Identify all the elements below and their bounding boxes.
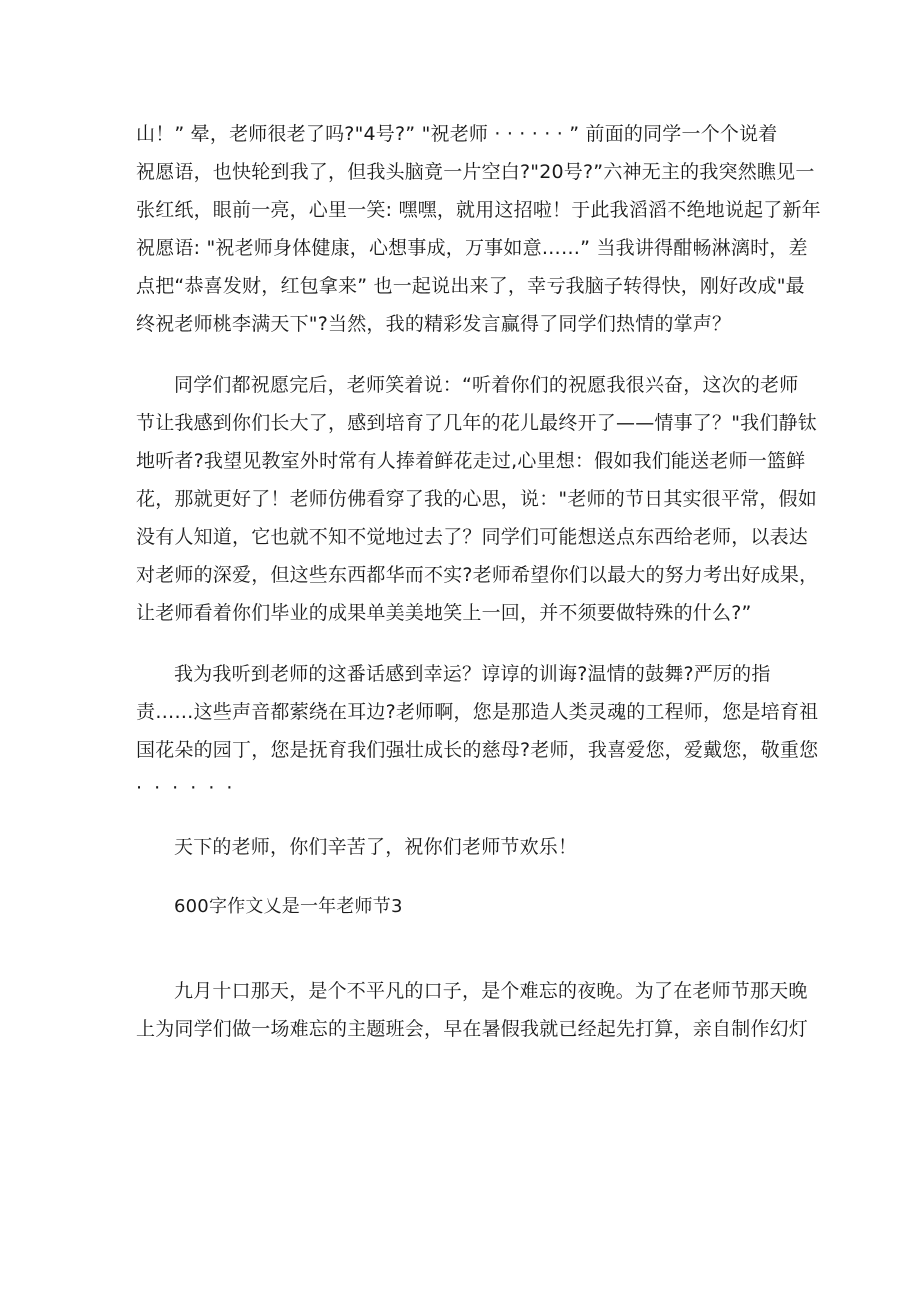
paragraph-line: 点把“恭喜发财，红包拿来” 也一起说出来了，幸亏我脑子转得快，刚好改成"最 [136,275,805,297]
paragraph-line: 节让我感到你们长大了，感到培育了几年的花儿最终开了——情事了？"我们静钛 [136,412,817,434]
paragraph-line: 同学们都祝愿完后，老师笑着说：“听着你们的祝愿我很兴奋，这次的老师 [174,374,799,396]
paragraph-line: 让老师看着你们毕业的成果单美美地笑上一回，并不须要做特殊的什么?” [136,602,752,624]
paragraph-line: 张红纸，眼前一亮，心里一笑: 嘿嘿，就用这招啦！于此我滔滔不绝地说起了新年 [136,199,821,221]
paragraph-line: 山！” 晕，老师很老了吗?"4号?” "祝老师 · · · · · · ” 前面的同学一个个说着 [136,123,778,145]
paragraph-3 [136,655,819,807]
paragraph-line: 地听者?我望见教室外时常有人捧着鲜花走过,心里想：假如我们能送老师一篮鲜 [136,450,806,472]
ellipsis-line: · · · · · · [136,777,236,799]
section-heading [136,888,791,926]
paragraph-line: 九月十口那天，是个不平凡的口子，是个难忘的夜晚。为了在老师节那天晚 [174,980,808,1002]
paragraph-line: 终祝老师桃李满天下"?当然，我的精彩发言赢得了同学们热情的掌声？ [136,313,732,335]
paragraph-line: 祝愿语，也快轮到我了，但我头脑竟一片空白?"20号?”六神无主的我突然瞧见一 [136,161,815,183]
heading-text: 600字作文乂是一年老师节3 [174,896,403,917]
paragraph-line: 我为我听到老师的这番话感到幸运？谆谆的训诲?温情的鼓舞?严厉的指 [174,663,771,685]
paragraph-4 [136,828,791,866]
document-page [136,115,821,1048]
paragraph-line: 上为同学们做一场难忘的主题班会，早在暑假我就已经起先打算，亲自制作幻灯 [136,1018,809,1040]
paragraph-5 [136,972,809,1048]
paragraph-line: 花，那就更好了！老师仿佛看穿了我的心思，说："老师的节日其实很平常，假如 [136,488,817,510]
paragraph-line: 国花朵的园丁，您是抚育我们强壮成长的慈母?老师，我喜爱您，爱戴您，敬重您 [136,739,819,761]
paragraph-2 [136,366,819,632]
paragraph-line: 没有人知道，它也就不知不觉地过去了？同学们可能想送点东西给老师，以表达 [136,526,809,548]
paragraph-line: 对老师的深爱，但这些东西都华而不实?老师希望你们以最大的努力考出好成果， [136,564,819,586]
paragraph-line: 祝愿语: "祝老师身体健康，心想事成，万事如意……” 当我讲得酣畅淋漓时，差 [136,237,808,259]
paragraph-line: 天下的老师，你们辛苦了，祝你们老师节欢乐！ [174,836,578,858]
paragraph-1 [136,115,821,343]
paragraph-line: 责……这些声音都萦绕在耳边?老师啊，您是那造人类灵魂的工程师，您是培育祖 [136,701,819,723]
